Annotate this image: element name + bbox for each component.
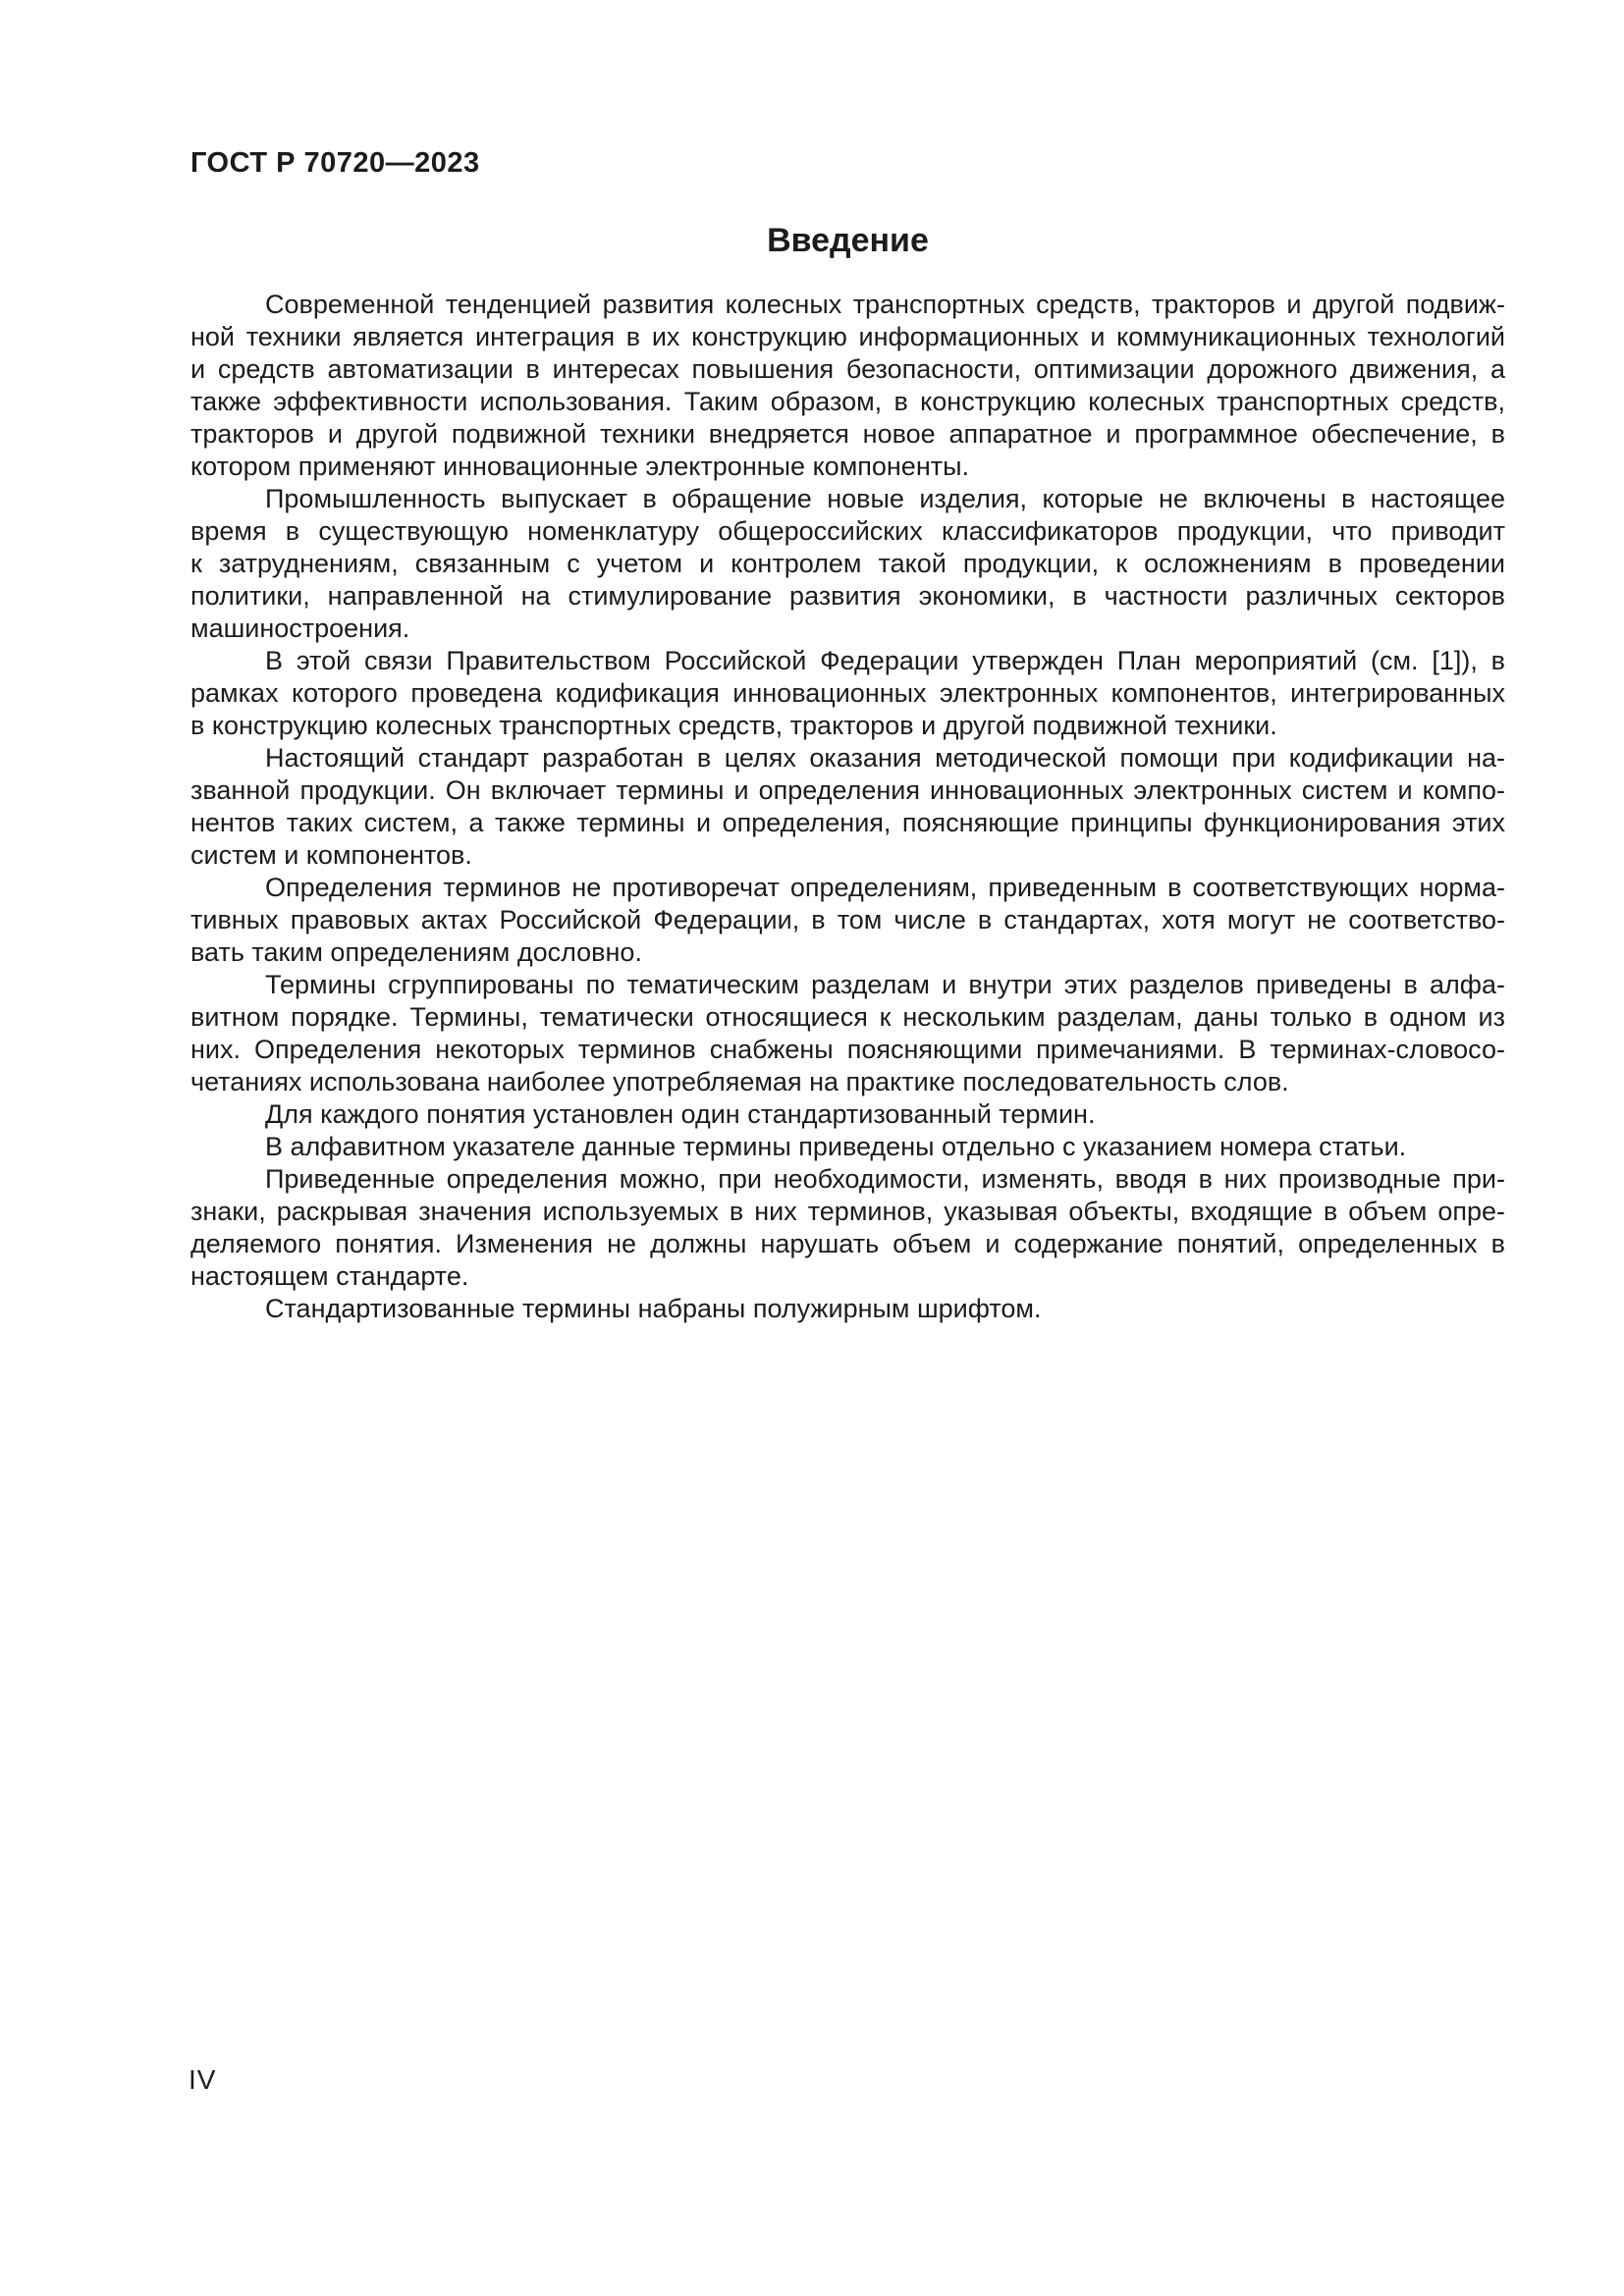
paragraph — [190, 289, 1505, 483]
paragraph — [190, 969, 1505, 1098]
text-line: политики, направленной на стимулирование развития экономики, в частности различных секторов — [190, 581, 1505, 611]
paragraph — [190, 1131, 1505, 1163]
text-line: них. Определения некоторых терминов снабжены поясняющими примечаниями. В терминах-словосо- — [190, 1035, 1505, 1064]
text-line: Термины сгруппированы по тематическим разделам и внутри этих разделов приведены в алфа- — [265, 970, 1505, 999]
text-line: четаниях использована наиболее употребляемая на практике последовательность слов. — [190, 1067, 1289, 1096]
text-line: вать таким определениям дословно. — [190, 937, 642, 967]
text-line: Стандартизованные термины набраны полужирным шрифтом. — [265, 1294, 1042, 1323]
section-title: Введение — [767, 222, 929, 259]
text-line: настоящем стандарте. — [190, 1261, 469, 1291]
text-line: деляемого понятия. Изменения не должны нарушать объем и содержание понятий, определенных в — [190, 1229, 1505, 1258]
text-line: званной продукции. Он включает термины и определения инновационных электронных систем и компо- — [190, 775, 1505, 805]
text-line: знаки, раскрывая значения используемых в них терминов, указывая объекты, входящие в объем опре- — [190, 1197, 1505, 1226]
text-line: в конструкцию колесных транспортных средств, тракторов и другой подвижной техники. — [190, 711, 1277, 740]
text-line: ной техники является интеграция в их конструкцию информационных и коммуникационных технологий — [190, 322, 1505, 351]
paragraph — [190, 872, 1505, 969]
text-line: Промышленность выпускает в обращение новые изделия, которые не включены в настоящее — [265, 484, 1505, 513]
text-line: время в существующую номенклатуру общероссийских классификаторов продукции, что приводит — [190, 516, 1505, 546]
text-line: систем и компонентов. — [190, 840, 472, 870]
paragraph — [190, 1293, 1505, 1325]
text-line: тивных правовых актах Российской Федерации, в том числе в стандартах, хотя могут не соответство- — [190, 905, 1505, 934]
text-line: В алфавитном указателе данные термины приведены отдельно с указанием номера статьи. — [265, 1132, 1407, 1161]
text-line: Настоящий стандарт разработан в целях оказания методической помощи при кодификации на- — [265, 743, 1505, 773]
text-line: Определения терминов не противоречат определениям, приведенным в соответствующих норма- — [265, 873, 1505, 902]
text-line: тракторов и другой подвижной техники внедряется новое аппаратное и программное обеспечение, в — [190, 419, 1505, 449]
paragraph — [190, 1163, 1505, 1293]
page-number: IV — [189, 2064, 217, 2095]
text-line: витном порядке. Термины, тематически относящиеся к нескольким разделам, даны только в одном из — [190, 1002, 1505, 1032]
text-line: Для каждого понятия установлен один стандартизованный термин. — [265, 1099, 1096, 1129]
paragraph — [190, 1098, 1505, 1131]
text-line: к затруднениям, связанным с учетом и контролем такой продукции, к осложнениям в проведении — [190, 549, 1505, 578]
text-line: котором применяют инновационные электронные компоненты. — [190, 452, 970, 481]
text-line: рамках которого проведена кодификация инновационных электронных компонентов, интегрированных — [190, 678, 1505, 708]
text-line: Приведенные определения можно, при необходимости, изменять, вводя в них производные при- — [265, 1164, 1505, 1194]
text-line: и средств автоматизации в интересах повышения безопасности, оптимизации дорожного движения, а — [190, 354, 1505, 384]
text-line: В этой связи Правительством Российской Федерации утвержден План мероприятий (см. [1]), в — [265, 646, 1505, 675]
text-line: также эффективности использования. Таким образом, в конструкцию колесных транспортных средств, — [190, 387, 1505, 416]
paragraph — [190, 742, 1505, 872]
document-designation: ГОСТ Р 70720—2023 — [190, 147, 480, 179]
text-line: машиностроения. — [190, 614, 410, 643]
paragraph — [190, 645, 1505, 742]
paragraph — [190, 483, 1505, 645]
body-text — [190, 289, 1505, 1325]
text-line: Современной тенденцией развития колесных транспортных средств, тракторов и другой подвиж- — [265, 290, 1505, 319]
text-line: нентов таких систем, а также термины и определения, поясняющие принципы функционирования этих — [190, 808, 1505, 837]
